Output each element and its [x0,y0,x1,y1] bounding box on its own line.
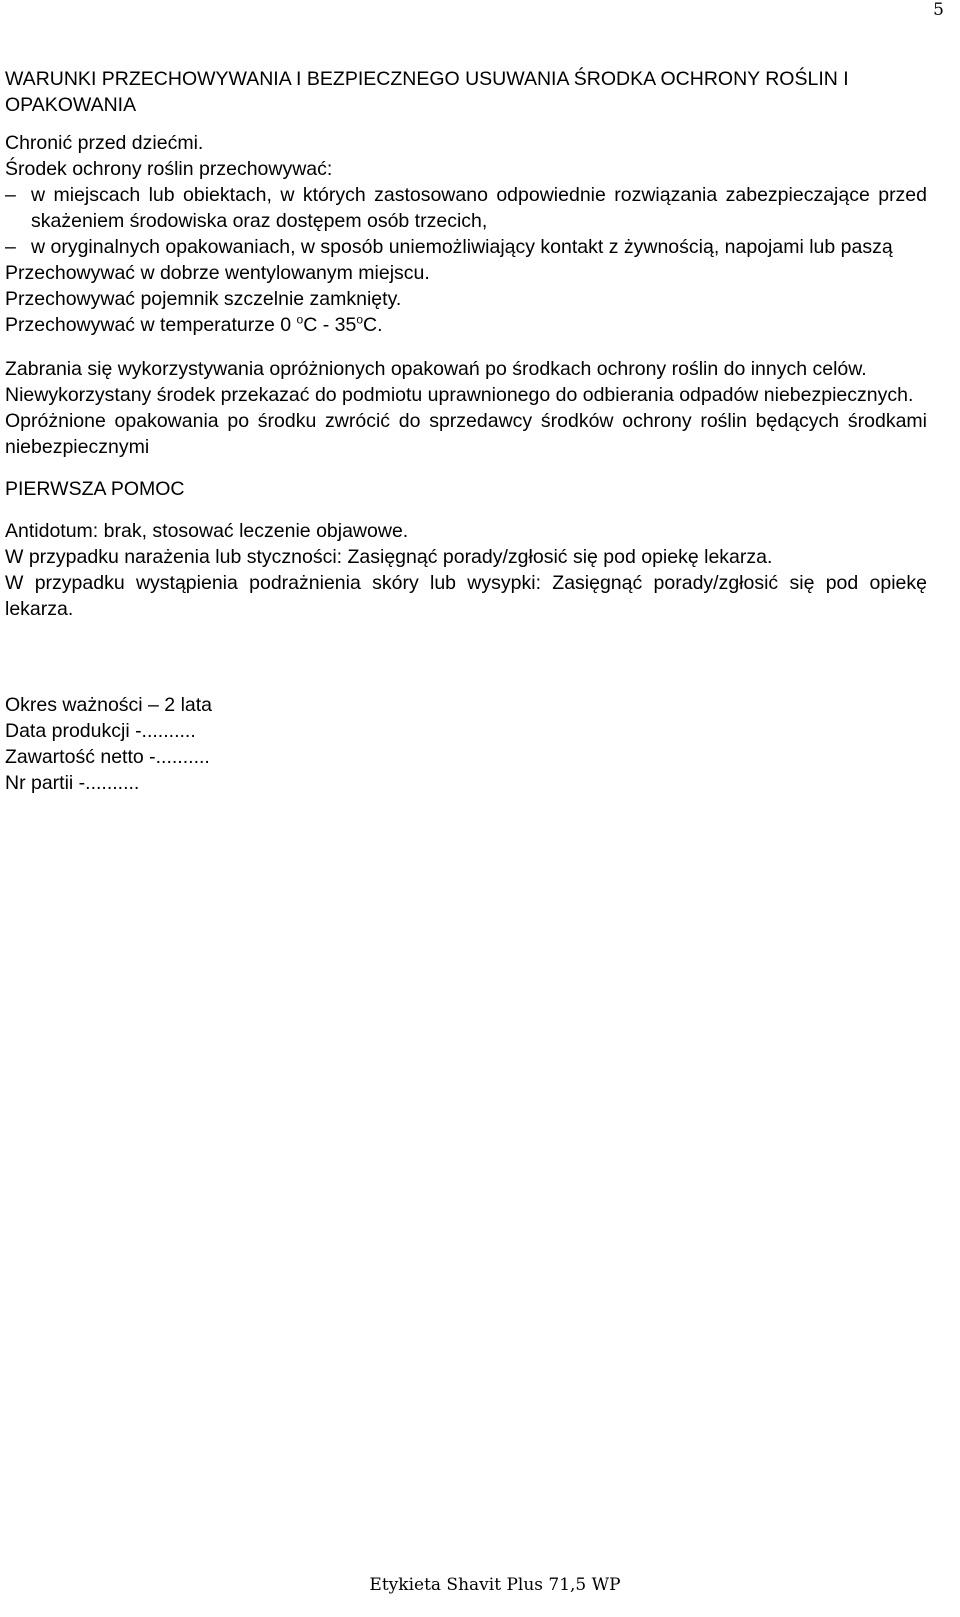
storage-line-temperature: Przechowywać w temperaturze 0 $^o$C - 35$^o$C. [5,312,383,336]
storage-line-children: Chronić przed dziećmi. [5,132,204,154]
dash-icon: – [5,236,16,258]
first-aid-skin: W przypadku wystąpienia podrażnienia skóry lub wysypki: Zasięgnąć porady/zgłosić się pod opiekę lekarza. [5,572,927,620]
storage-line-ventilated: Przechowywać w dobrze wentylowanym miejscu. [5,262,430,284]
disposal-unused: Niewykorzystany środek przekazać do podmiotu uprawnionego do odbierania odpadów niebezpiecznych. [5,384,914,406]
footer: Etykieta Shavit Plus 71,5 WP [369,1575,621,1595]
storage-line-closed: Przechowywać pojemnik szczelnie zamknięty. [5,288,402,310]
bullet-text: w miejscach lub obiektach, w których zastosowano odpowiednie rozwiązania zabezpieczające przed skażeniem środowiska oraz dostępem osób trzecich, [31,184,927,232]
first-aid-title: PIERWSZA POMOC [5,478,185,500]
disposal-return: Opróżnione opakowania po środku zwrócić do sprzedawcy środków ochrony roślin będących środkami niebezpiecznymi [5,410,927,458]
storage-bullet [5,234,927,260]
bullet-text: w oryginalnych opakowaniach, w sposób uniemożliwiający kontakt z żywnością, napojami lub paszą [31,236,893,258]
validity: Okres ważności – 2 lata [5,694,213,716]
production-date: Data produkcji -.......... [5,720,196,742]
storage-line-store: Środek ochrony roślin przechowywać: [5,158,333,180]
batch-number: Nr partii -.......... [5,772,140,794]
dash-icon: – [5,184,16,206]
net-content: Zawartość netto -.......... [5,746,210,768]
disposal-reuse: Zabrania się wykorzystywania opróżnionych opakowań po środkach ochrony roślin do innych celów. [5,358,867,380]
storage-bullet [5,182,927,234]
page-number: 5 [933,0,944,20]
first-aid-antidote: Antidotum: brak, stosować leczenie objawowe. [5,520,409,542]
label-content [5,66,927,796]
first-aid-exposure: W przypadku narażenia lub styczności: Zasięgnąć porady/zgłosić się pod opiekę lekarza. [5,546,773,568]
storage-title: WARUNKI PRZECHOWYWANIA I BEZPIECZNEGO USUWANIA ŚRODKA OCHRONY ROŚLIN I OPAKOWANIA [5,68,849,116]
